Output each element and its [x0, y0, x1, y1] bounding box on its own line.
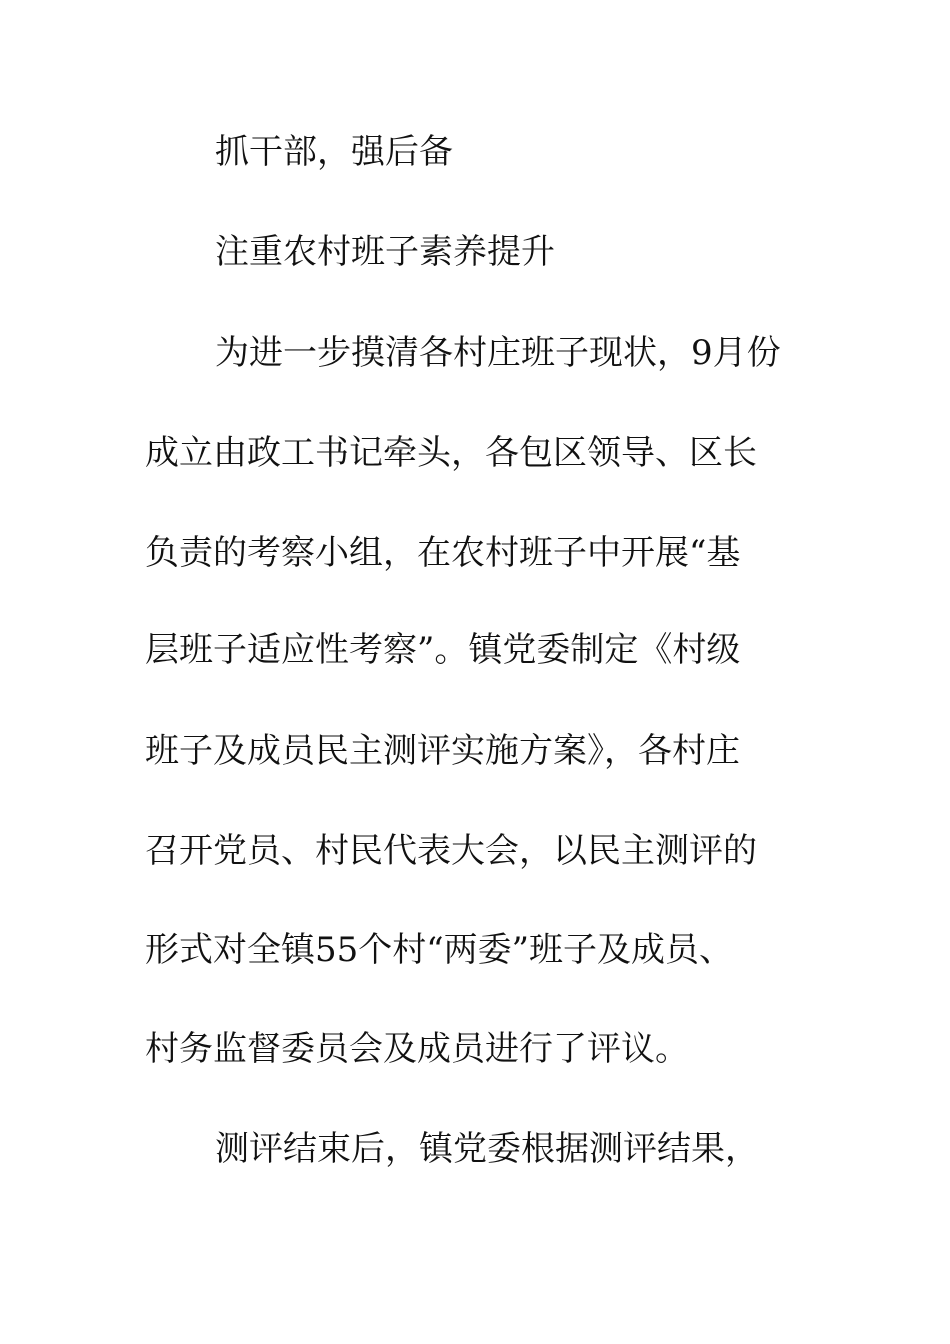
paragraph-1-line-6: 召开党员、村民代表大会，以民主测评的 [145, 831, 757, 871]
paragraph-1-line-7: 形式对全镇55个村“两委”班子及成员、 [145, 930, 734, 970]
heading-line-1: 抓干部，强后备 [215, 132, 453, 172]
heading-line-2: 注重农村班子素养提升 [215, 232, 555, 272]
paragraph-1-line-8: 村务监督委员会及成员进行了评议。 [145, 1029, 689, 1069]
paragraph-1-line-3: 负责的考察小组，在农村班子中开展“基 [145, 533, 741, 573]
paragraph-1-line-1: 为进一步摸清各村庄班子现状，9月份 [215, 333, 781, 373]
paragraph-2-line-1: 测评结束后，镇党委根据测评结果， [215, 1129, 759, 1169]
paragraph-1-line-5: 班子及成员民主测评实施方案》，各村庄 [145, 731, 740, 771]
paragraph-1-line-4: 层班子适应性考察”。镇党委制定《村级 [145, 630, 741, 670]
paragraph-1-line-2: 成立由政工书记牵头，各包区领导、区长 [145, 433, 757, 473]
